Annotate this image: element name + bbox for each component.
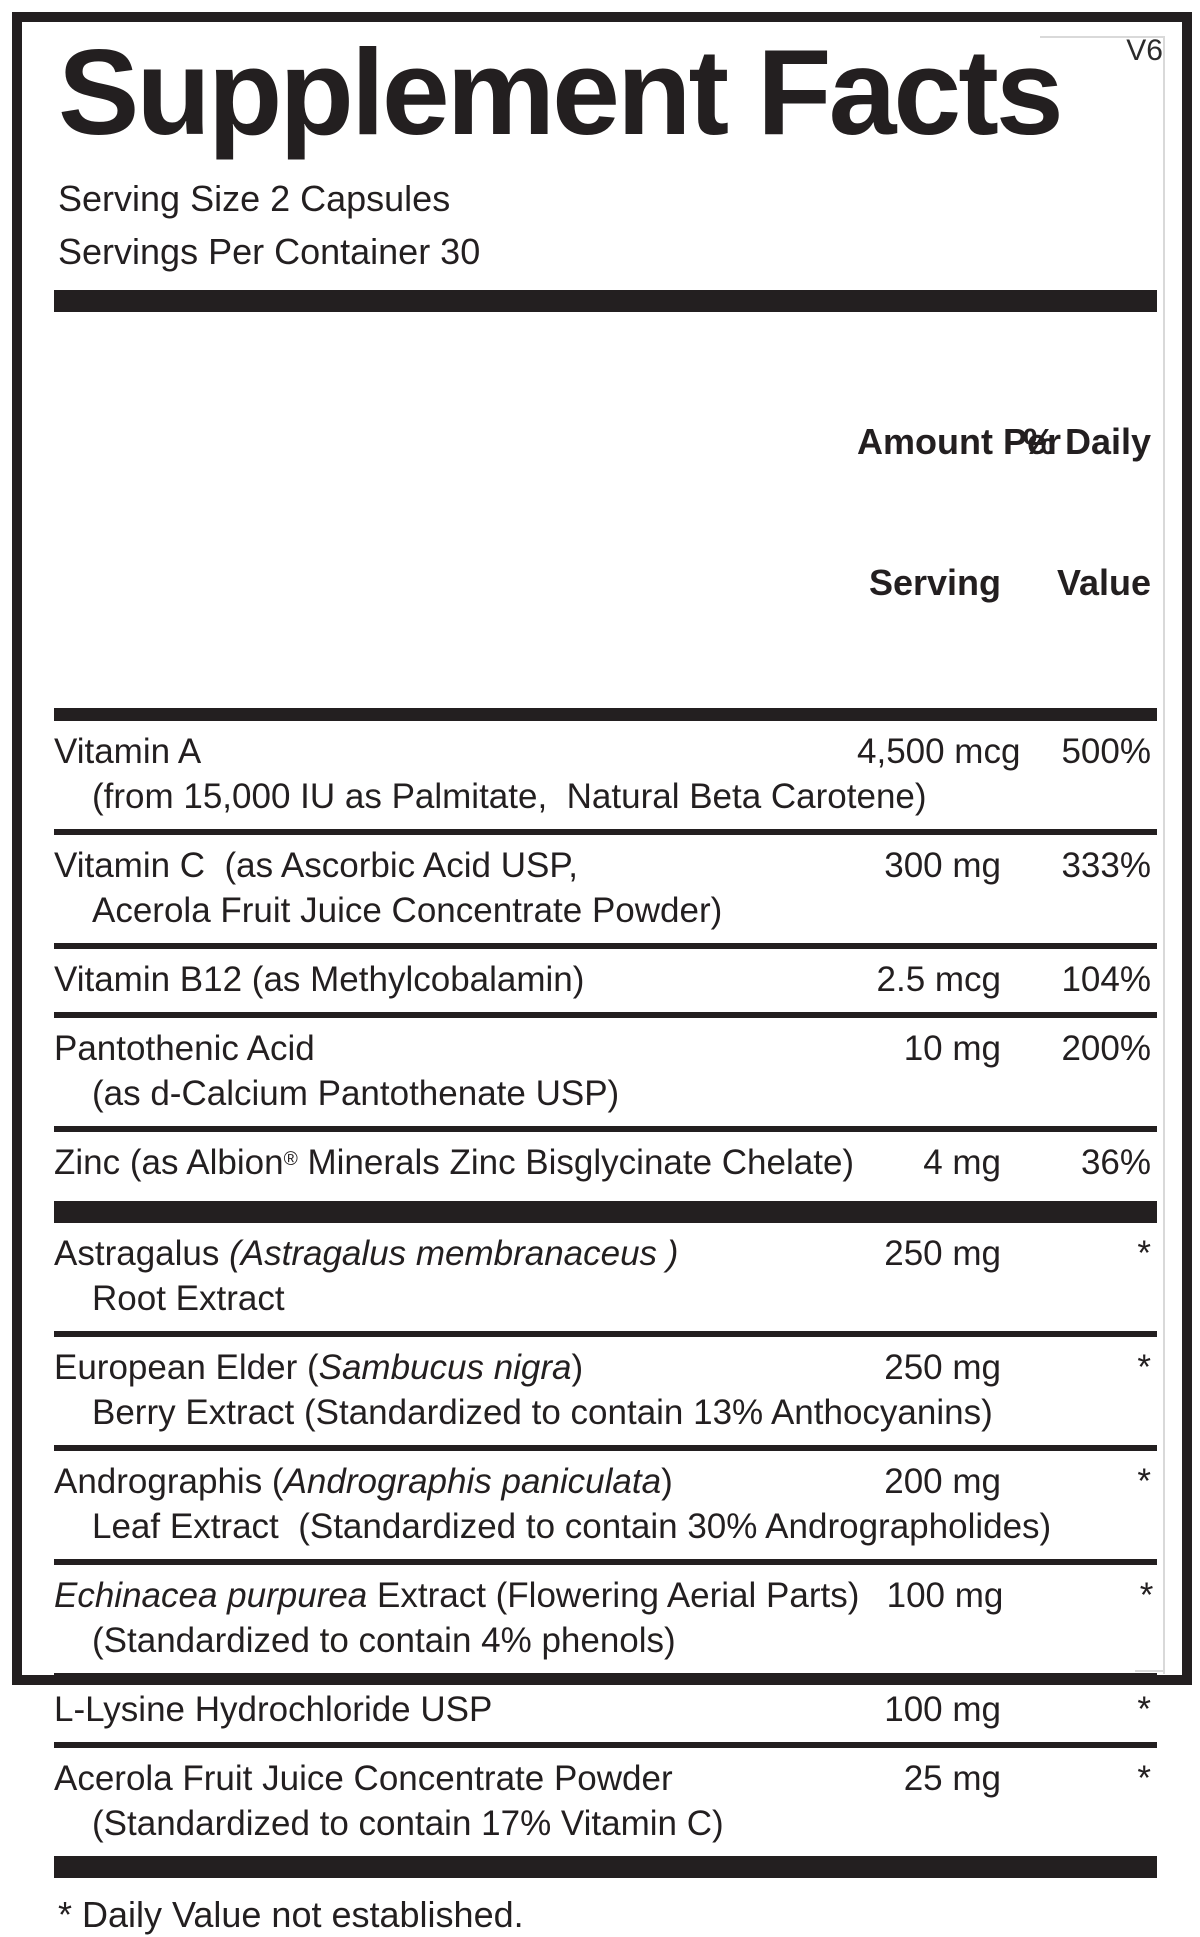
ingredient-name: Vitamin C (as Ascorbic Acid USP, — [54, 846, 578, 886]
amount-cell: 250 mg — [884, 1234, 1001, 1274]
row-vitamin-c — [54, 835, 1157, 949]
row-european-elder — [54, 1337, 1157, 1451]
servings-per-container: Servings Per Container 30 — [58, 231, 481, 273]
version-tag: V6 — [1126, 34, 1163, 67]
daily-value-cell: * — [1137, 1234, 1151, 1274]
row-zinc — [54, 1132, 1157, 1201]
header-spacer — [54, 324, 857, 700]
serving-size: Serving Size 2 Capsules — [58, 178, 451, 220]
row-astragalus — [54, 1223, 1157, 1337]
amount-cell: 4,500 mcg — [857, 732, 1021, 772]
row-acerola — [54, 1748, 1157, 1856]
thick-divider-middle — [54, 1201, 1157, 1223]
ingredient-name: Acerola Fruit Juice Concentrate Powder — [54, 1759, 673, 1799]
amount-cell: 100 mg — [886, 1576, 1004, 1616]
ingredient-detail: Leaf Extract (Standardized to contain 30% Andrographolides) — [92, 1507, 1052, 1547]
ingredient-detail: (as d-Calcium Pantothenate USP) — [92, 1074, 620, 1114]
daily-value-cell: * — [1137, 1759, 1151, 1799]
supplement-facts-label — [12, 12, 1192, 1936]
ingredient-name: Zinc (as Albion® Minerals Zinc Bisglycinate Chelate) — [54, 1143, 855, 1183]
frame-artifact-stub — [1135, 1670, 1163, 1672]
ingredient-name: Andrographis (Andrographis paniculata) — [54, 1462, 673, 1502]
amount-cell: 300 mg — [884, 846, 1001, 886]
ingredient-detail: Acerola Fruit Juice Concentrate Powder) — [92, 891, 723, 931]
ingredient-name: L-Lysine Hydrochloride USP — [54, 1690, 493, 1730]
daily-value-cell: * — [1137, 1348, 1151, 1388]
row-andrographis — [54, 1451, 1157, 1565]
thick-divider-top — [54, 290, 1157, 312]
daily-value-cell: 36% — [1080, 1143, 1151, 1183]
amount-cell: 10 mg — [903, 1029, 1001, 1069]
ingredient-detail: (from 15,000 IU as Palmitate, Natural Beta Carotene) — [92, 777, 927, 817]
daily-value-cell: * — [1137, 1690, 1151, 1730]
daily-value-cell: 200% — [1061, 1029, 1151, 1069]
row-l-lysine — [54, 1679, 1157, 1748]
amount-cell: 200 mg — [884, 1462, 1001, 1502]
ingredient-detail: (Standardized to contain 17% Vitamin C) — [92, 1804, 724, 1844]
daily-value-cell: 333% — [1061, 846, 1151, 886]
row-vitamin-b12 — [54, 949, 1157, 1018]
row-pantothenic-acid — [54, 1018, 1157, 1132]
daily-value-cell: 104% — [1061, 960, 1151, 1000]
amount-cell: 250 mg — [884, 1348, 1001, 1388]
ingredient-rows — [54, 721, 1157, 1878]
amount-cell: 2.5 mcg — [876, 960, 1001, 1000]
ingredient-name: Astragalus (Astragalus membranaceus ) — [54, 1234, 679, 1274]
amount-cell: 25 mg — [903, 1759, 1001, 1799]
table-header — [54, 312, 1157, 708]
ingredient-detail: (Standardized to contain 4% phenols) — [92, 1621, 676, 1661]
ingredient-name: Echinacea purpurea Extract (Flowering Aerial Parts) — [54, 1576, 860, 1616]
page-title: Supplement Facts — [58, 24, 1061, 160]
daily-value-footnote: * Daily Value not established. — [58, 1894, 524, 1936]
header-underline — [54, 708, 1157, 721]
facts-table — [54, 290, 1157, 1878]
daily-value-cell: 500% — [1061, 732, 1151, 772]
ingredient-name: European Elder (Sambucus nigra) — [54, 1348, 584, 1388]
thick-divider-bottom — [54, 1856, 1157, 1878]
ingredient-name: Vitamin A — [54, 732, 202, 772]
amount-cell: 100 mg — [884, 1690, 1001, 1730]
row-echinacea — [54, 1565, 1157, 1679]
frame-artifact-line — [1040, 36, 1165, 1674]
column-header-daily-value: % Daily Value — [1022, 421, 1151, 604]
ingredient-detail: Berry Extract (Standardized to contain 13% Anthocyanins) — [92, 1393, 993, 1433]
ingredient-name: Vitamin B12 (as Methylcobalamin) — [54, 960, 585, 1000]
registered-mark: ® — [283, 1148, 298, 1170]
column-header-amount: Amount Per Serving — [857, 421, 1062, 604]
ingredient-detail: Root Extract — [92, 1279, 285, 1319]
daily-value-cell: * — [1139, 1576, 1154, 1616]
daily-value-cell: * — [1137, 1462, 1151, 1502]
row-vitamin-a — [54, 721, 1157, 835]
ingredient-name: Pantothenic Acid — [54, 1029, 315, 1069]
amount-cell: 4 mg — [923, 1143, 1001, 1183]
